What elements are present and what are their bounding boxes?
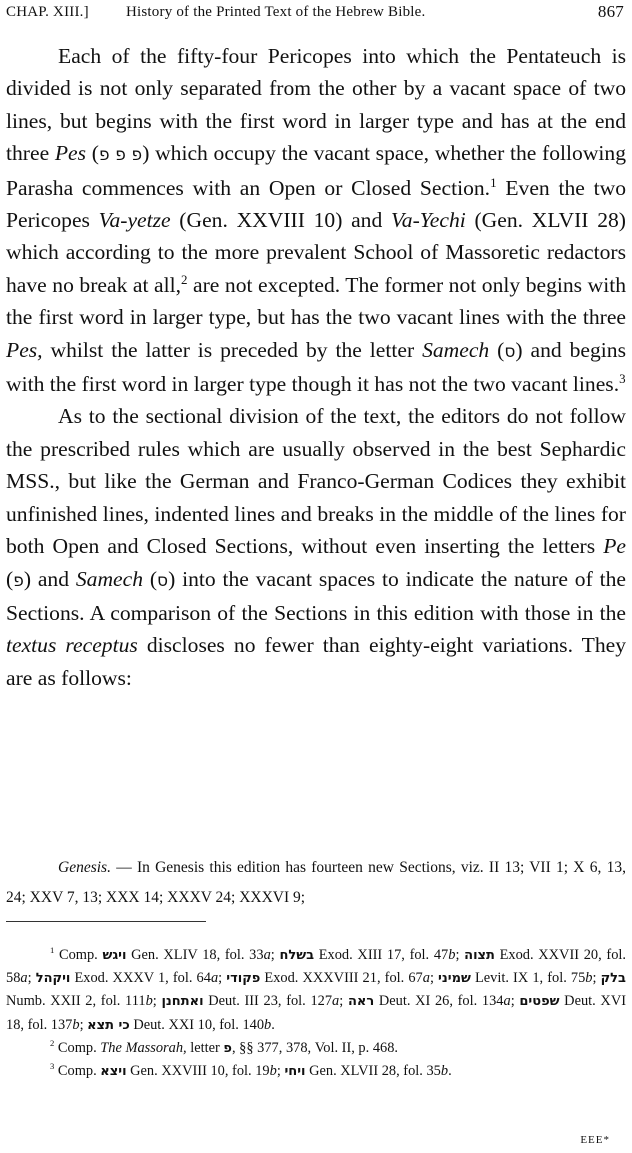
text-run: ; bbox=[339, 993, 348, 1010]
italic-text: a bbox=[332, 993, 340, 1010]
hebrew-text: ס bbox=[504, 341, 516, 362]
signature-mark: EEE* bbox=[580, 1134, 610, 1146]
text-run: Comp. bbox=[54, 1063, 101, 1080]
genesis-sections-line bbox=[6, 853, 626, 913]
italic-text: b bbox=[448, 947, 456, 963]
italic-text: a bbox=[422, 970, 430, 987]
text-run: Each of the fifty-four Pericopes into which the Pentateuch is divided is not only separated from the other by a vacant space of two lines, but begins with the first word in larger type and has at the end three bbox=[6, 44, 626, 166]
text-run: Numb. XXII 2, fol. 111 bbox=[6, 993, 146, 1010]
text-run: ) which occupy the vacant space, whether the following Parasha commences with an Open or Closed Section. bbox=[6, 141, 627, 200]
text-run: ) into the vacant spaces to indicate the nature of the Sections. A comparison of the Sections in this edition with those in the bbox=[6, 566, 626, 625]
italic-text: Va-Yechi bbox=[390, 208, 466, 233]
text-run: ; bbox=[27, 970, 36, 987]
text-run: ; bbox=[152, 993, 162, 1010]
note-reference: 2 bbox=[181, 271, 188, 287]
text-run: Deut. XI 26, fol. 134 bbox=[374, 993, 504, 1010]
text-run: Gen. XLVII 28, fol. 35 bbox=[305, 1063, 441, 1080]
footnote bbox=[6, 944, 626, 1037]
footnote bbox=[6, 1037, 626, 1060]
text-run: ; bbox=[276, 1063, 285, 1080]
text-run: ; bbox=[592, 970, 601, 987]
text-run: Even the two Pericopes bbox=[6, 175, 626, 233]
italic-text: b bbox=[264, 1016, 272, 1033]
text-run: ; bbox=[218, 970, 227, 987]
text-run: ( bbox=[6, 566, 14, 591]
italic-text: b bbox=[585, 970, 593, 987]
italic-text: b bbox=[269, 1063, 277, 1080]
italic-text: b bbox=[72, 1016, 80, 1033]
note-reference: 1 bbox=[50, 945, 55, 956]
italic-text: a bbox=[503, 993, 511, 1010]
text-run: Exod. XXXVIII 21, fol. 67 bbox=[260, 970, 423, 987]
footnotes bbox=[6, 944, 626, 1083]
italic-text: Pe bbox=[603, 534, 626, 559]
hebrew-text: ויחי bbox=[284, 1064, 306, 1080]
note-reference: 1 bbox=[490, 174, 497, 190]
italic-text: Va-yetze bbox=[98, 208, 171, 233]
hebrew-text: שפטים bbox=[519, 994, 560, 1010]
hebrew-text: ויצא bbox=[100, 1064, 127, 1080]
text-run: Deut. III 23, fol. 127 bbox=[203, 993, 333, 1010]
text-run: ( bbox=[143, 566, 158, 591]
italic-text: The Massorah, bbox=[100, 1039, 187, 1056]
text-run: letter bbox=[186, 1039, 224, 1056]
text-run: ( bbox=[489, 337, 505, 362]
italic-text: a bbox=[263, 947, 271, 963]
text-run: Deut. XXI 10, fol. 140 bbox=[129, 1016, 265, 1033]
italic-text: b bbox=[145, 993, 153, 1010]
hebrew-text: כי תצא bbox=[87, 1017, 130, 1033]
text-run: , §§ 377, 378, Vol. II, p. 468. bbox=[231, 1039, 399, 1056]
text-run: ; bbox=[455, 947, 465, 963]
running-title: History of the Printed Text of the Hebrew Bible. bbox=[126, 4, 426, 20]
footnote bbox=[6, 1060, 626, 1083]
text-run: ; bbox=[510, 993, 520, 1010]
text-run: ; bbox=[79, 1016, 88, 1033]
hebrew-text: ויגש bbox=[102, 948, 127, 963]
note-reference: 3 bbox=[619, 370, 626, 386]
text-run: Exod. XIII 17, fol. 47 bbox=[314, 947, 449, 963]
text-run: Levit. IX 1, fol. 75 bbox=[470, 970, 586, 987]
italic-text: Pes, bbox=[6, 337, 43, 362]
text-run: ; bbox=[429, 970, 439, 987]
note-reference: 2 bbox=[50, 1038, 55, 1049]
hebrew-text: ואתחנן bbox=[161, 994, 204, 1010]
italic-text: a bbox=[20, 970, 28, 987]
text-run: Exod. XXVII 20, fol. 58 bbox=[6, 947, 626, 987]
text-run: Comp. bbox=[54, 1039, 101, 1056]
text-run: discloses no fewer than eighty-eight variations. They are as follows: bbox=[6, 633, 627, 690]
text-run: ) and bbox=[23, 566, 76, 591]
hebrew-text: פ bbox=[13, 570, 24, 591]
text-run: As to the sectional division of the text, the editors do not follow the prescribed rules which are usually observed in the best Sephardic MSS., but like the German and Franco-German Codices they exhibit unfinished lines, indented lines and breaks in the middle of the lines for both Open and Closed Sections, without even inserting the letters bbox=[6, 404, 626, 559]
italic-text: Genesis. bbox=[58, 859, 111, 876]
text-run: Comp. bbox=[54, 947, 103, 963]
text-run: Gen. XLIV 18, fol. 33 bbox=[126, 947, 264, 963]
text-run: (Gen. XXVIII 10) and bbox=[170, 208, 391, 233]
text-run: are not excepted. The former not only begins with the first word in larger type, but has the two vacant lines with the three bbox=[6, 272, 626, 330]
text-run: . bbox=[448, 1063, 452, 1080]
running-header bbox=[6, 4, 626, 26]
hebrew-text: בלק bbox=[600, 971, 626, 987]
text-run: (Gen. XLVII 28) which according to the more prevalent School of Massoretic redactors have no break at all, bbox=[6, 208, 626, 297]
text-run: ) and begins with the first word in larger type though it has not the two vacant lines. bbox=[6, 337, 626, 397]
italic-text: Samech bbox=[75, 566, 143, 591]
footnote-rule bbox=[6, 921, 206, 922]
italic-text: Pes bbox=[54, 141, 87, 166]
page-number: 867 bbox=[597, 2, 624, 21]
text-run: Exod. XXXV 1, fol. 64 bbox=[70, 970, 211, 987]
hebrew-text: שמיני bbox=[438, 971, 471, 987]
hebrew-text: ראה bbox=[347, 994, 375, 1010]
text-run: Gen. XXVIII 10, fol. 19 bbox=[126, 1063, 270, 1080]
text-run: ( bbox=[86, 141, 99, 166]
hebrew-text: ויקהל bbox=[35, 971, 71, 987]
italic-text: b bbox=[440, 1063, 449, 1080]
italic-text: a bbox=[210, 970, 219, 987]
chapter-label: CHAP. XIII.] bbox=[6, 4, 89, 20]
italic-text: textus receptus bbox=[6, 633, 138, 658]
hebrew-text: פ bbox=[223, 1040, 232, 1056]
paragraph bbox=[6, 400, 626, 694]
main-text bbox=[6, 40, 626, 694]
note-reference: 3 bbox=[50, 1061, 55, 1072]
hebrew-text: בשלח bbox=[279, 948, 315, 963]
hebrew-text: ס bbox=[157, 570, 169, 591]
hebrew-text: פ פ פ bbox=[98, 145, 143, 166]
italic-text: Samech bbox=[422, 337, 490, 362]
hebrew-text: פקודי bbox=[226, 971, 261, 987]
hebrew-text: תצוה bbox=[464, 948, 495, 963]
paragraph bbox=[6, 40, 626, 400]
text-run: — In Genesis this edition has fourteen new Sections, viz. II 13; VII 1; X 6, 13, 24; XXV 7, 13; XXX 14; XXXV 24; XXXVI 9; bbox=[6, 859, 626, 906]
text-run: whilst the latter is preceded by the letter bbox=[42, 337, 423, 362]
text-run: Deut. XVI 18, fol. 137 bbox=[6, 993, 627, 1033]
text-run: ; bbox=[270, 947, 280, 963]
text-run: . bbox=[271, 1016, 275, 1033]
